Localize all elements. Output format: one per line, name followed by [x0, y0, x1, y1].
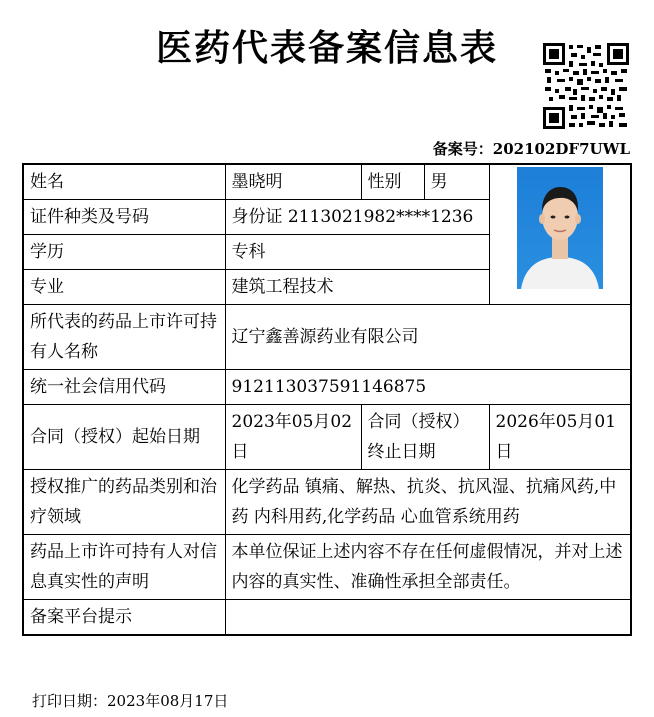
credit-code-value: 912113037591146875 [225, 370, 631, 405]
table-row [23, 305, 631, 370]
print-date-value: 2023年08月17日 [107, 692, 229, 710]
qr-finder-top-right [607, 43, 629, 65]
table-row [23, 470, 631, 535]
statement-value: 本单位保证上述内容不存在任何虚假情况，并对上述内容的真实性、准确性承担全部责任。 [225, 535, 631, 600]
record-number-value: 202102DF7UWL [492, 140, 630, 158]
end-date-value: 2026年05月01日 [489, 405, 631, 470]
scope-value: 化学药品 镇痛、解热、抗炎、抗风湿、抗痛风药,中药 内科用药,化学药品 心血管系统用药 [225, 470, 631, 535]
major-label: 专业 [23, 270, 225, 305]
name-value: 墨晓明 [225, 164, 361, 200]
table-row [23, 600, 631, 636]
id-label: 证件种类及号码 [23, 200, 225, 235]
portrait-photo [517, 167, 603, 289]
holder-label: 所代表的药品上市许可持有人名称 [23, 305, 225, 370]
start-date-value: 2023年05月02日 [225, 405, 361, 470]
table-row [23, 164, 631, 200]
gender-value: 男 [424, 164, 489, 200]
document-title: 医药代表备案信息表 [155, 28, 498, 69]
record-number [433, 138, 630, 159]
qr-code [543, 43, 629, 129]
scope-label: 授权推广的药品类别和治疗领域 [23, 470, 225, 535]
platform-notice-value [225, 600, 631, 636]
print-date-label: 打印日期： [32, 692, 108, 710]
qr-finder-top-left [543, 43, 565, 65]
gender-label: 性别 [361, 164, 424, 200]
end-date-label: 合同（授权）终止日期 [361, 405, 489, 470]
table-row [23, 370, 631, 405]
qr-finder-bottom-left [543, 107, 565, 129]
credit-code-label: 统一社会信用代码 [23, 370, 225, 405]
education-value: 专科 [225, 235, 489, 270]
id-value: 身份证 2113021982****1236 [225, 200, 489, 235]
name-label: 姓名 [23, 164, 225, 200]
print-date [32, 690, 228, 711]
photo-cell [489, 164, 631, 305]
info-table [22, 163, 632, 636]
record-number-label: 备案号： [432, 140, 493, 158]
statement-label: 药品上市许可持有人对信息真实性的声明 [23, 535, 225, 600]
table-row [23, 535, 631, 600]
start-date-label: 合同（授权）起始日期 [23, 405, 225, 470]
education-label: 学历 [23, 235, 225, 270]
table-row [23, 405, 631, 470]
major-value: 建筑工程技术 [225, 270, 489, 305]
platform-notice-label: 备案平台提示 [23, 600, 225, 636]
holder-value: 辽宁鑫善源药业有限公司 [225, 305, 631, 370]
